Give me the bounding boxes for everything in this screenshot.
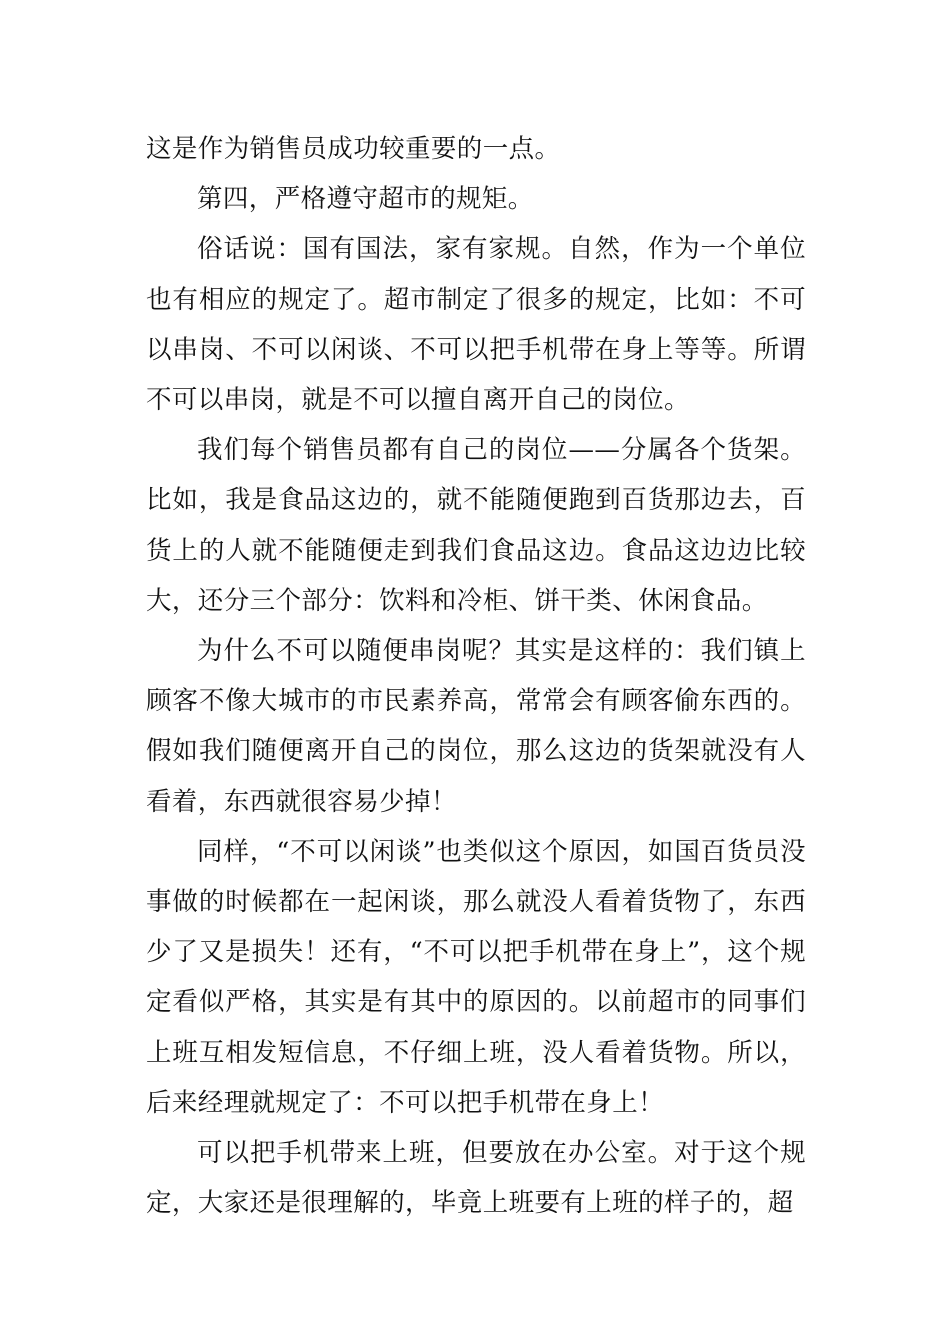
paragraph: 俗话说：国有国法，家有家规。自然，作为一个单位也有相应的规定了。超市制定了很多的规定，比如：不可以串岗、不可以闲谈、不可以把手机带在身上等等。所谓不可以串岗，就是不可以擅自离开自己的岗位。 (146, 234, 806, 416)
paragraph-continuation: 这是作为销售员成功较重要的一点。 (146, 134, 561, 164)
body-text (146, 124, 806, 1228)
paragraph-section-heading: 第四，严格遵守超市的规矩。 (197, 184, 534, 215)
paragraph: 我们每个销售员都有自己的岗位——分属各个货架。比如，我是食品这边的，就不能随便跑到百货那边去，百货上的人就不能随便走到我们食品这边。食品这边边比较大，还分三个部分：饮料和冷柜、饼干类、休闲食品。 (146, 435, 806, 616)
paragraph: 可以把手机带来上班，但要放在办公室。对于这个规定，大家还是很理解的，毕竟上班要有上班的样子的，超 (146, 1138, 806, 1219)
paragraph: 同样，“不可以闲谈”也类似这个原因，如国百货员没事做的时候都在一起闲谈，那么就没人看着货物了，东西少了又是损失！还有，“不可以把手机带在身上”，这个规定看似严格，其实是有其中的原因的。以前超市的同事们上班互相发短信息，不仔细上班，没人看着货物。所以，后来经理就规定了：不可以把手机带在身上！ (146, 836, 806, 1118)
paragraph: 为什么不可以随便串岗呢？其实是这样的：我们镇上顾客不像大城市的市民素养高，常常会有顾客偷东西的。假如我们随便离开自己的岗位，那么这边的货架就没有人看着，东西就很容易少掉！ (146, 636, 806, 817)
